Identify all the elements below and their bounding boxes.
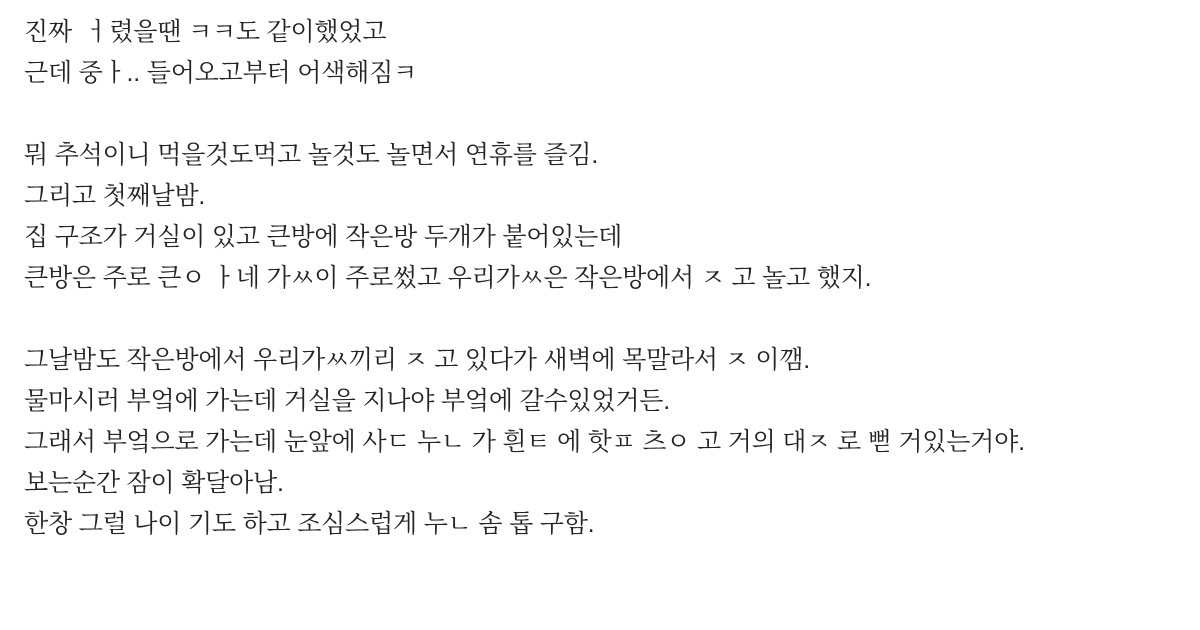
paragraph-3 [24,340,1176,545]
paragraph-1 [24,12,1176,94]
text-line: 근데 중ㅏ.. 들어오고부터 어색해짐ㅋ [24,59,417,87]
text-line: 그날밤도 작은방에서 우리가ㅆ끼리 ㅈ 고 있다가 새벽에 목말라서 ㅈ 이깸. [24,346,810,374]
post-body [24,12,1176,545]
text-line: 물마시러 부엌에 가는데 거실을 지나야 부엌에 갈수있었거든. [24,387,670,415]
text-line: 그래서 부엌으로 가는데 눈앞에 사ㄷ 누ㄴ 가 흰ㅌ 에 핫ㅍ 츠ㅇ 고 거의 대ㅈ 로 뻗 거있는거야. [24,428,1025,456]
text-line: 진짜 ㅓ렸을땐 ㅋㅋ도 같이했었고 [24,18,387,46]
text-line: 한창 그럴 나이 기도 하고 조심스럽게 누ㄴ 솜 톱 구함. [24,510,595,538]
text-line: 보는순간 잠이 확달아남. [24,469,284,497]
paragraph-gap [24,299,1176,340]
text-line: 집 구조가 거실이 있고 큰방에 작은방 두개가 붙어있는데 [24,223,623,251]
paragraph-2 [24,135,1176,299]
text-line: 뭐 추석이니 먹을것도먹고 놀것도 놀면서 연휴를 즐김. [24,141,599,169]
paragraph-gap [24,94,1176,135]
text-line: 그리고 첫째날밤. [24,182,206,210]
text-line: 큰방은 주로 큰ㅇ ㅏ네 가ㅆ이 주로썼고 우리가ㅆ은 작은방에서 ㅈ 고 놀고 했지. [24,264,872,292]
